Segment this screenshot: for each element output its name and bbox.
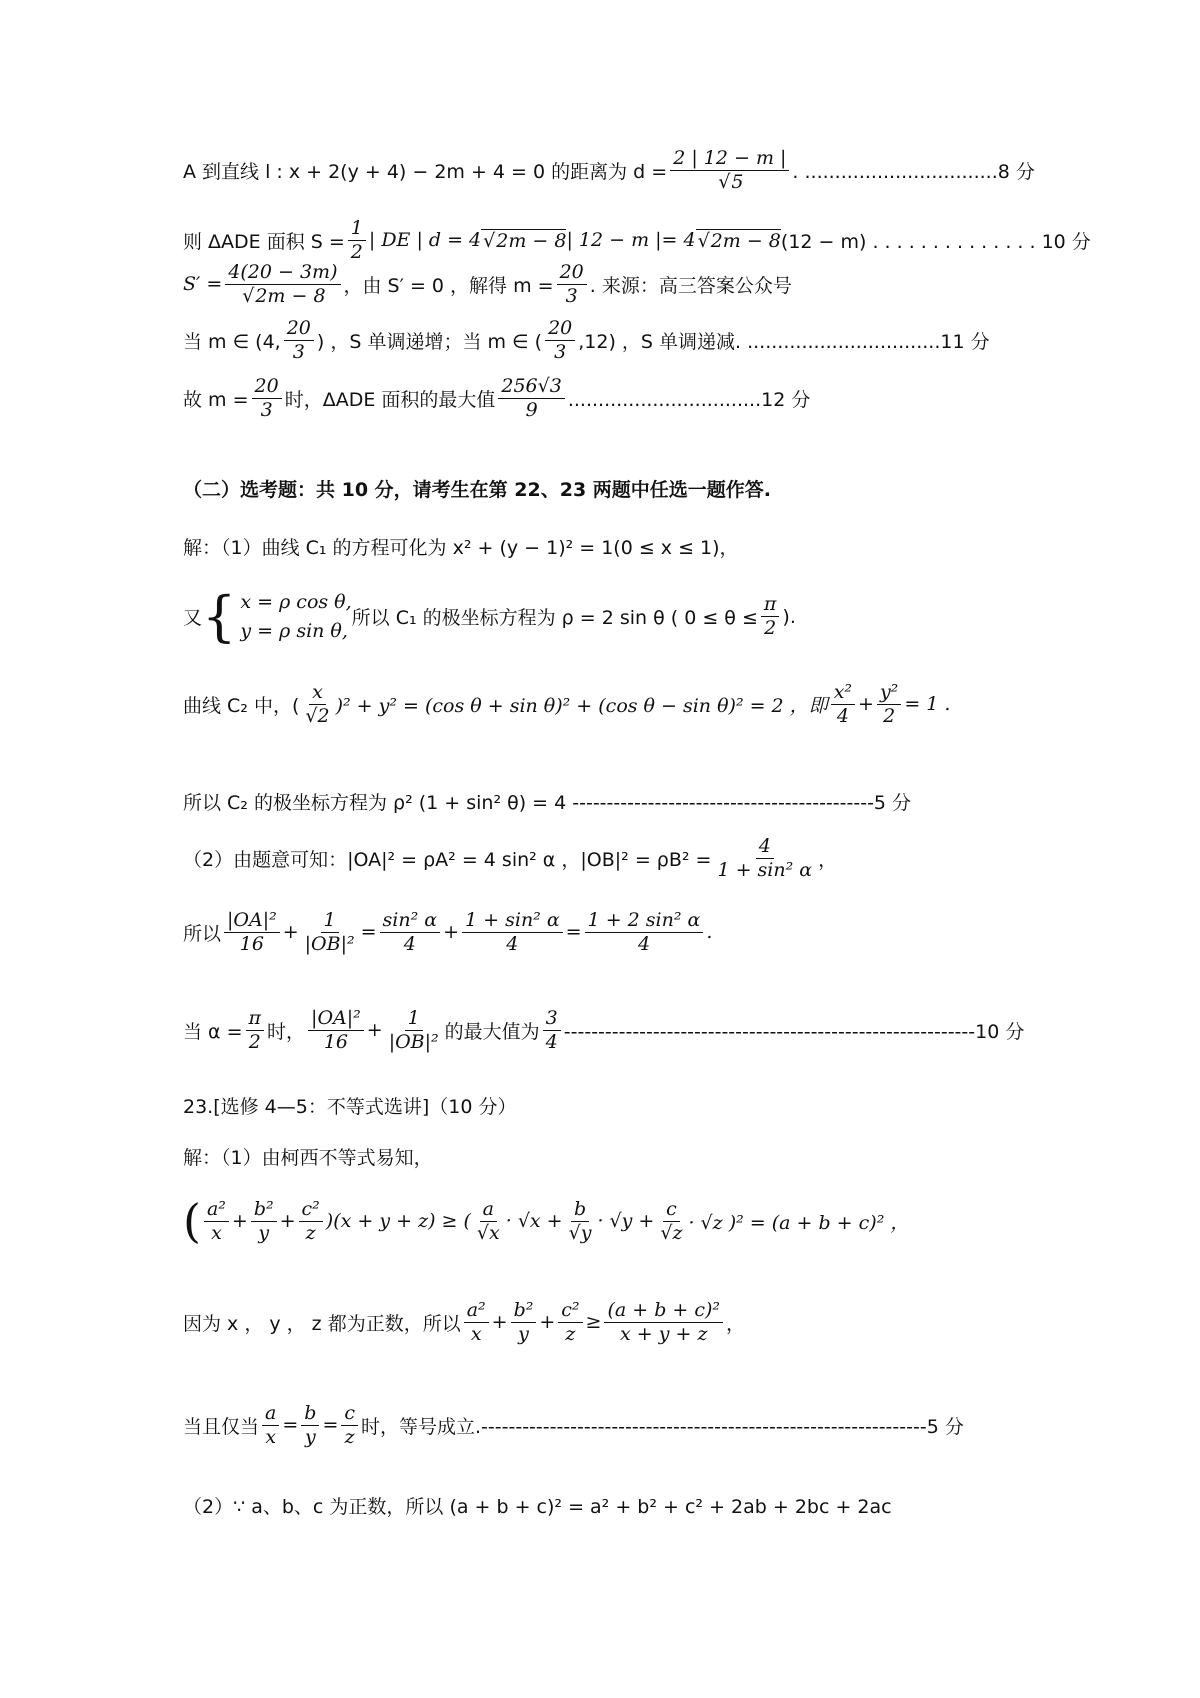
- sqrt-expr-1: √ 2m − 8: [481, 229, 566, 252]
- area-line: [183, 218, 1091, 263]
- sum-prefix: 所以: [183, 922, 222, 945]
- fraction-numerator: sin² α: [380, 910, 441, 933]
- fraction-denominator: √2: [305, 704, 330, 727]
- positive-line: [183, 1300, 745, 1345]
- c-over-z: [341, 1403, 358, 1448]
- system-eq-1: x = ρ cos θ,: [240, 591, 352, 613]
- fraction-denominator: 9: [525, 398, 538, 421]
- one-over-ob: [386, 1008, 442, 1053]
- positive-text: 因为 x ， y ， z 都为正数，所以: [183, 1312, 461, 1335]
- fraction-denominator: 16: [323, 1030, 348, 1053]
- fraction-denominator: x: [211, 1221, 222, 1244]
- sum-square-fraction: [604, 1300, 723, 1345]
- open-paren: (: [183, 1194, 201, 1248]
- equality-line: [183, 1403, 964, 1448]
- fraction-numerator: 1 + 2 sin² α: [585, 910, 704, 933]
- fraction-numerator: 20: [557, 262, 587, 285]
- result-fraction: [585, 910, 704, 955]
- fraction-denominator: √z: [660, 1221, 683, 1244]
- fraction-denominator: 4: [506, 932, 519, 955]
- one-over-ob: [302, 910, 358, 955]
- b2-over-y: [511, 1300, 537, 1345]
- part2-cauchy-line: [183, 1492, 892, 1519]
- monotonic-line: [183, 318, 990, 363]
- fraction-numerator: a: [480, 1199, 497, 1222]
- polar-c2-line: [183, 788, 911, 815]
- fraction-20-3: [545, 318, 575, 363]
- polar-c1-text: 所以 C₁ 的极坐标方程为 ρ = 2 sin θ ( 0 ≤ θ ≤: [351, 607, 758, 629]
- fraction-numerator: x²: [831, 682, 855, 705]
- plus-sign: +: [539, 1311, 556, 1334]
- fraction-numerator: π: [761, 594, 780, 617]
- distance-fraction: [670, 148, 789, 193]
- plus-sign: +: [279, 1210, 296, 1232]
- fraction-denominator: 3: [565, 284, 578, 307]
- monotonic-text-2: ) ，S 单调递增；当 m ∈ (: [316, 330, 543, 353]
- b2-over-y: [251, 1199, 277, 1244]
- one-plus-sin2-over-4: [462, 910, 563, 955]
- fraction-denominator: x: [265, 1425, 277, 1448]
- fraction-denominator: √ 5: [716, 170, 743, 193]
- cauchy-inequality-line: [183, 1194, 910, 1248]
- cauchy-intro-line: [183, 1143, 433, 1170]
- fraction-numerator: 4: [756, 836, 774, 859]
- fraction-numerator: 2 | 12 − m |: [670, 148, 789, 171]
- a2-over-x: [464, 1300, 489, 1345]
- c2-over-z: [299, 1199, 323, 1244]
- fraction-denominator: 4: [637, 932, 651, 955]
- question-23-text: 23.[选修 4—5：不等式选讲]（10 分）: [183, 1096, 517, 1118]
- fraction-denominator: √x: [476, 1221, 500, 1244]
- fraction-denominator: y: [518, 1322, 529, 1345]
- fraction-numerator: 1: [405, 1008, 423, 1031]
- score-10: ------------------------------------------------------------10 分: [563, 1020, 1025, 1043]
- monotonic-text-1: 当 m ∈ (4,: [183, 330, 281, 353]
- score-5: 时，等号成立.-----------------------------------------------------------------5 分: [361, 1415, 964, 1438]
- curve-c1-line: [183, 533, 739, 560]
- fraction-numerator: 20: [545, 318, 575, 341]
- distance-line: [183, 148, 1035, 193]
- a-over-x: [262, 1403, 279, 1448]
- fraction-denominator: y: [304, 1425, 316, 1448]
- section-title-text: （二）选考题：共 10 分，请考生在第 22、23 两题中任选一题作答.: [183, 479, 771, 501]
- oa-over-16: [224, 910, 280, 955]
- section-title: [183, 475, 771, 502]
- pi-half-fraction: [761, 594, 780, 639]
- fraction-denominator: 2: [350, 240, 363, 263]
- score-12: ................................12 分: [567, 388, 811, 411]
- ge-sign: ≥: [585, 1311, 602, 1334]
- fraction-denominator: 3: [260, 398, 273, 421]
- fraction-numerator: a²: [204, 1199, 229, 1222]
- fraction-numerator: 1 + sin² α: [462, 910, 563, 933]
- fraction-denominator: 16: [239, 932, 264, 955]
- area-text: 则 ΔADE 面积 S =: [183, 230, 345, 253]
- fraction-denominator: 4: [545, 1030, 558, 1053]
- fraction-numerator: c²: [299, 1199, 323, 1222]
- fraction-denominator: y: [258, 1221, 270, 1244]
- max-text-2: 时，ΔADE 面积的最大值: [284, 388, 496, 411]
- fraction-numerator: c²: [558, 1300, 582, 1323]
- fraction-20-3: [284, 318, 314, 363]
- equals-sign: =: [282, 1414, 299, 1437]
- equals-sign: =: [322, 1414, 339, 1437]
- max-mid: 时，: [267, 1020, 306, 1043]
- a-over-sqrtx: [474, 1199, 503, 1244]
- fraction-numerator: 4(20 − 3m): [225, 262, 340, 285]
- period: .: [706, 921, 713, 944]
- fraction-numerator: y²: [877, 682, 901, 705]
- fraction-numerator: 256√3: [498, 376, 564, 399]
- equation-system: [240, 588, 351, 645]
- left-brace: {: [202, 584, 237, 648]
- b-over-sqrty: [566, 1199, 595, 1244]
- fraction-numerator: b: [571, 1199, 589, 1222]
- c2-over-z: [558, 1300, 582, 1345]
- source-note: . 来源：高三答案公众号: [589, 274, 792, 297]
- fraction-denominator: z: [565, 1322, 576, 1345]
- fraction-numerator: 1: [321, 910, 339, 933]
- cauchy-tail: · √z )² = (a + b + c)² ，: [688, 1211, 910, 1234]
- fraction-denominator: √y: [568, 1221, 592, 1244]
- part2-line: [183, 836, 837, 881]
- area-expr-1: | DE | d = 4: [368, 229, 482, 252]
- plus-sign: +: [231, 1210, 248, 1232]
- derivative-line: [183, 262, 792, 307]
- polar-c2-text: 所以 C₂ 的极坐标方程为 ρ² (1 + sin² θ) = 4 --------------------------------------------5 分: [183, 792, 912, 814]
- fraction-denominator: 1 + sin² α: [717, 858, 813, 881]
- cauchy-term-2: · √y +: [597, 1210, 655, 1232]
- equals-sign: =: [360, 921, 377, 944]
- fraction-denominator: 2: [248, 1030, 261, 1053]
- plus-sign: +: [366, 1019, 383, 1042]
- score-8: . ................................8 分: [792, 160, 1035, 183]
- fraction-denominator: 3: [554, 340, 567, 363]
- area-expr-2: | 12 − m |= 4: [566, 229, 696, 252]
- plus-sign: +: [858, 693, 874, 716]
- equality-prefix: 当且仅当: [183, 1415, 260, 1438]
- fraction-denominator: |OB|²: [304, 932, 355, 955]
- fraction-denominator: z: [305, 1221, 316, 1244]
- polar-c1-tail: ).: [782, 605, 796, 628]
- fraction-denominator: 2: [764, 617, 777, 639]
- x-over-sqrt2: [302, 682, 332, 727]
- fraction-numerator: b²: [251, 1199, 277, 1222]
- plus-sign: +: [491, 1311, 508, 1334]
- fraction-numerator: (a + b + c)²: [604, 1300, 723, 1323]
- fraction-denominator: 4: [836, 704, 849, 727]
- comma: ，: [726, 1312, 746, 1335]
- cauchy-term-1: · √x +: [505, 1210, 563, 1232]
- derivative-text: ，由 S′ = 0 ，解得 m =: [343, 274, 554, 297]
- b-over-y: [301, 1403, 319, 1448]
- equals-one: = 1 .: [904, 693, 951, 716]
- fraction-numerator: 1: [348, 218, 366, 241]
- cauchy-intro: 解：（1）由柯西不等式易知，: [183, 1147, 433, 1169]
- half-fraction: [348, 218, 366, 263]
- sum-line: [183, 910, 712, 955]
- fraction-numerator: 3: [543, 1008, 561, 1031]
- plus-sign: +: [443, 921, 460, 944]
- pi-half-fraction: [246, 1008, 265, 1053]
- fraction-numerator: c: [341, 1403, 358, 1426]
- fraction-denominator: √ 2m − 8: [240, 284, 325, 307]
- fraction-numerator: b: [301, 1403, 319, 1426]
- fraction-numerator: |OA|²: [224, 910, 280, 933]
- a2-over-x: [204, 1199, 229, 1244]
- oa-over-16: [308, 1008, 364, 1053]
- curve-c2-line: [183, 682, 950, 727]
- curve-c2-expr: )² + y² = (cos θ + sin θ)² + (cos θ − sin θ)² = 2 ，即: [335, 694, 828, 717]
- curve-c1-text: 解：（1）曲线 C₁ 的方程可化为 x² + (y − 1)² = 1(0 ≤ x ≤ 1)，: [183, 537, 739, 559]
- fraction-numerator: c: [663, 1199, 680, 1222]
- fraction-numerator: |OA|²: [308, 1008, 364, 1031]
- fraction-denominator: 2: [883, 704, 896, 727]
- plus-sign: +: [282, 921, 299, 944]
- fraction-numerator: π: [246, 1008, 265, 1031]
- m-value-fraction: [557, 262, 587, 307]
- equals-sign: =: [565, 921, 582, 944]
- max-text-1: 故 m =: [183, 388, 249, 411]
- x2-over-4: [831, 682, 855, 727]
- sin2-over-4: [380, 910, 441, 955]
- cauchy-mid: )(x + y + z) ≥ (: [325, 1210, 471, 1232]
- three-quarters: [543, 1008, 561, 1053]
- max-area-line: [183, 376, 810, 421]
- max-value-line: [183, 1008, 1024, 1053]
- fraction-denominator: 4: [403, 932, 416, 955]
- fraction-numerator: a²: [464, 1300, 489, 1323]
- score-10: (12 − m) . . . . . . . . . . . . . . 10 分: [780, 230, 1091, 253]
- fraction-denominator: |OB|²: [388, 1030, 439, 1053]
- fraction-denominator: x: [470, 1322, 482, 1345]
- ob-fraction: [714, 836, 815, 881]
- polar-prefix: 又: [183, 607, 203, 629]
- fraction-numerator: x: [309, 682, 326, 705]
- distance-text: A 到直线 l : x + 2(y + 4) − 2m + 4 = 0 的距离为 d =: [183, 160, 668, 183]
- y2-over-2: [877, 682, 901, 727]
- fraction-denominator: x + y + z: [620, 1322, 708, 1345]
- curve-c2-text: 曲线 C₂ 中，(: [183, 694, 300, 717]
- system-eq-2: y = ρ sin θ,: [240, 619, 348, 642]
- question-23-title: [183, 1092, 516, 1119]
- fraction-denominator: 3: [292, 340, 305, 363]
- fraction-20-3: [252, 376, 282, 421]
- part2-tail: ，: [818, 848, 838, 871]
- part2-text: （2）由题意可知：|OA|² = ρA² = 4 sin² α ，|OB|² = ρB² =: [183, 848, 712, 871]
- polar-c1-line: [183, 584, 796, 648]
- fraction-numerator: 20: [252, 376, 282, 399]
- derivative-fraction: [225, 262, 340, 307]
- sqrt-expr-2: √ 2m − 8: [696, 229, 781, 252]
- part2-cauchy-text: （2）∵ a、b、c 为正数，所以 (a + b + c)² = a² + b² + c² + 2ab + 2bc + 2ac: [183, 1496, 892, 1518]
- max-prefix: 当 α =: [183, 1020, 243, 1043]
- max-label: 的最大值为: [444, 1020, 540, 1043]
- score-11: ,12) ，S 单调递减. ................................11 分: [578, 330, 990, 353]
- derivative-label: S′ =: [183, 273, 223, 296]
- fraction-numerator: b²: [511, 1300, 537, 1323]
- c-over-sqrtz: [657, 1199, 685, 1244]
- fraction-numerator: 20: [284, 318, 314, 341]
- max-value-fraction: [498, 376, 564, 421]
- fraction-numerator: a: [262, 1403, 279, 1426]
- fraction-denominator: z: [344, 1425, 355, 1448]
